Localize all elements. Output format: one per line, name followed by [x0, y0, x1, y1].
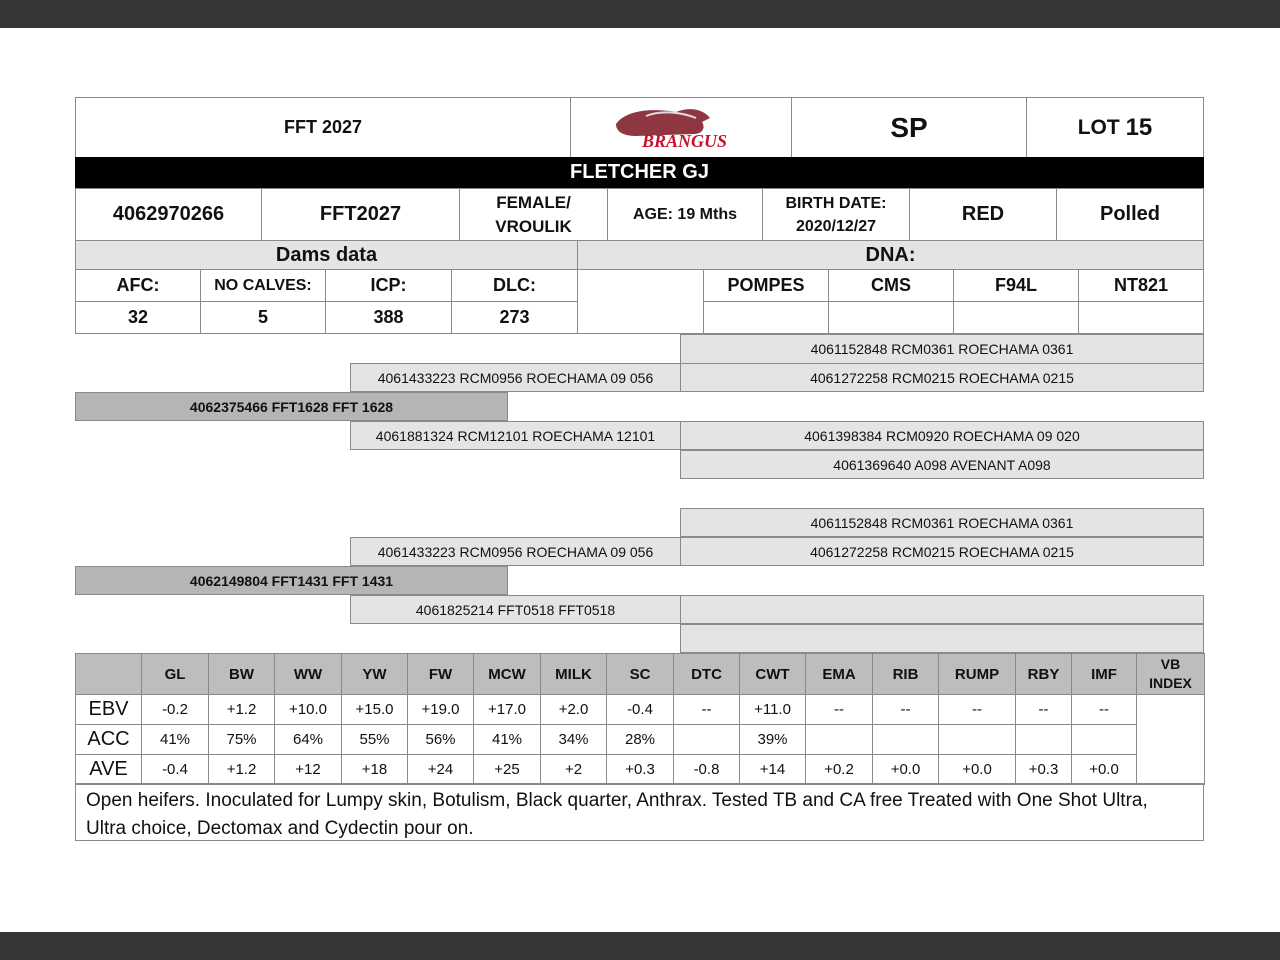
trait-header-ema: EMA: [805, 653, 873, 695]
ped-sire: 4062375466 FFT1628 FFT 1628: [75, 392, 508, 421]
trait-ave-yw: +18: [341, 754, 408, 785]
trait-header-rby: RBY: [1015, 653, 1072, 695]
ped-dam-dam: 4061825214 FFT0518 FFT0518: [350, 595, 681, 624]
trait-ave-rby: +0.3: [1015, 754, 1072, 785]
trait-ave-ww: +12: [274, 754, 342, 785]
trait-header-sc: SC: [606, 653, 674, 695]
dna-value-nt821: [1078, 301, 1204, 334]
dams-value-afc: 32: [75, 301, 201, 334]
sex-line1: FEMALE/: [496, 192, 571, 212]
bull-logo-icon: [606, 104, 756, 152]
trait-header-fw: FW: [407, 653, 474, 695]
ped-sire-dam: 4061881324 RCM12101 ROECHAMA 12101: [350, 421, 681, 450]
trait-header-rump: RUMP: [938, 653, 1016, 695]
trait-acc-ww: 64%: [274, 724, 342, 755]
ped-dam-sire-sire: 4061152848 RCM0361 ROECHAMA 0361: [680, 508, 1204, 537]
trait-ebv-dtc: --: [673, 694, 740, 725]
grade: SP: [791, 97, 1027, 158]
trait-ebv-cwt: +11.0: [739, 694, 806, 725]
dams-label-dlc: DLC:: [451, 269, 578, 302]
trait-header-bw: BW: [208, 653, 275, 695]
traits-corner: [75, 653, 142, 695]
dams-title: Dams data: [75, 240, 578, 270]
trait-ebv-ema: --: [805, 694, 873, 725]
dams-value-dlc: 273: [451, 301, 578, 334]
trait-ebv-imf: --: [1071, 694, 1137, 725]
trait-ebv-sc: -0.4: [606, 694, 674, 725]
dna-value-f94l: [953, 301, 1079, 334]
animal-id: 4062970266: [75, 188, 262, 241]
trait-header-dtc: DTC: [673, 653, 740, 695]
trait-row-label-ebv: EBV: [75, 694, 142, 725]
trait-acc-dtc: [673, 724, 740, 755]
trait-acc-yw: 55%: [341, 724, 408, 755]
trait-header-cwt: CWT: [739, 653, 806, 695]
trait-acc-sc: 28%: [606, 724, 674, 755]
dna-title: DNA:: [577, 240, 1204, 270]
trait-header-mcw: MCW: [473, 653, 541, 695]
trait-acc-bw: 75%: [208, 724, 275, 755]
birth-label: BIRTH DATE:: [785, 194, 887, 212]
ped-dam-sire: 4061433223 RCM0956 ROECHAMA 09 056: [350, 537, 681, 566]
trait-row-label-acc: ACC: [75, 724, 142, 755]
logo-wordmark: BRANGUS: [642, 130, 728, 151]
trait-ebv-fw: +19.0: [407, 694, 474, 725]
trait-ebv-ww: +10.0: [274, 694, 342, 725]
trait-ave-rump: +0.0: [938, 754, 1016, 785]
trait-acc-fw: 56%: [407, 724, 474, 755]
animal-horn: Polled: [1056, 188, 1204, 241]
trait-header-gl: GL: [141, 653, 209, 695]
trait-acc-cwt: 39%: [739, 724, 806, 755]
bottom-frame-bar: [0, 932, 1280, 960]
dams-label-afc: AFC:: [75, 269, 201, 302]
dna-value-pompes: [703, 301, 829, 334]
ped-dam-dam-dam: [680, 624, 1204, 653]
trait-acc-gl: 41%: [141, 724, 209, 755]
dna-label-cms: CMS: [828, 269, 954, 302]
trait-acc-milk: 34%: [540, 724, 607, 755]
trait-ebv-milk: +2.0: [540, 694, 607, 725]
owner-name: FLETCHER GJ: [75, 157, 1204, 188]
ped-sire-dam-sire: 4061398384 RCM0920 ROECHAMA 09 020: [680, 421, 1204, 450]
trait-acc-rib: [872, 724, 939, 755]
trait-ebv-mcw: +17.0: [473, 694, 541, 725]
trait-ave-rib: +0.0: [872, 754, 939, 785]
trait-header-milk: MILK: [540, 653, 607, 695]
trait-header-imf: IMF: [1071, 653, 1137, 695]
trait-ebv-bw: +1.2: [208, 694, 275, 725]
vb-index-line1: VB: [1160, 656, 1181, 672]
ped-sire-sire-dam: 4061272258 RCM0215 ROECHAMA 0215: [680, 363, 1204, 392]
vb-index-line2: INDEX: [1149, 675, 1192, 691]
trait-header-ww: WW: [274, 653, 342, 695]
trait-ebv-rib: --: [872, 694, 939, 725]
ped-dam-sire-dam: 4061272258 RCM0215 ROECHAMA 0215: [680, 537, 1204, 566]
lot-label: LOT: [1077, 115, 1120, 139]
trait-ave-bw: +1.2: [208, 754, 275, 785]
trait-ave-cwt: +14: [739, 754, 806, 785]
dams-label-calves: NO CALVES:: [200, 269, 326, 302]
trait-vb-index-value: [1136, 694, 1205, 785]
trait-ave-sc: +0.3: [606, 754, 674, 785]
lot-number: 15: [1125, 113, 1153, 141]
dna-blank: [577, 269, 704, 334]
dna-value-cms: [828, 301, 954, 334]
trait-ave-dtc: -0.8: [673, 754, 740, 785]
brangus-logo: [570, 97, 792, 158]
dams-value-calves: 5: [200, 301, 326, 334]
trait-acc-mcw: 41%: [473, 724, 541, 755]
animal-tag: FFT2027: [261, 188, 460, 241]
trait-header-yw: YW: [341, 653, 408, 695]
ped-dam-dam-sire: [680, 595, 1204, 624]
trait-ave-mcw: +25: [473, 754, 541, 785]
trait-ave-fw: +24: [407, 754, 474, 785]
dams-value-icp: 388: [325, 301, 452, 334]
dna-label-pompes: POMPES: [703, 269, 829, 302]
trait-acc-ema: [805, 724, 873, 755]
ped-sire-sire: 4061433223 RCM0956 ROECHAMA 09 056: [350, 363, 681, 392]
animal-sex: [459, 188, 608, 241]
trait-ave-ema: +0.2: [805, 754, 873, 785]
trait-header-vb-index: [1136, 653, 1205, 695]
trait-ebv-rby: --: [1015, 694, 1072, 725]
trait-acc-rump: [938, 724, 1016, 755]
trait-acc-imf: [1071, 724, 1137, 755]
trait-ebv-gl: -0.2: [141, 694, 209, 725]
sex-line2: VROULIK: [495, 216, 572, 236]
trait-header-rib: RIB: [872, 653, 939, 695]
lot-box: [1026, 97, 1204, 158]
trait-ebv-rump: --: [938, 694, 1016, 725]
animal-age: AGE: 19 Mths: [607, 188, 763, 241]
ped-dam: 4062149804 FFT1431 FFT 1431: [75, 566, 508, 595]
dna-label-nt821: NT821: [1078, 269, 1204, 302]
trait-row-label-ave: AVE: [75, 754, 142, 785]
notes: Open heifers. Inoculated for Lumpy skin, Botulism, Black quarter, Anthrax. Tested TB and CA free Treated with One Shot Ultra, Ultra choice, Dectomax and Cydectin pour on.: [75, 783, 1204, 841]
trait-ave-milk: +2: [540, 754, 607, 785]
trait-acc-rby: [1015, 724, 1072, 755]
trait-ebv-yw: +15.0: [341, 694, 408, 725]
trait-ave-imf: +0.0: [1071, 754, 1137, 785]
header-code: FFT 2027: [75, 97, 571, 158]
dams-label-icp: ICP:: [325, 269, 452, 302]
ped-sire-dam-dam: 4061369640 A098 AVENANT A098: [680, 450, 1204, 479]
top-frame-bar: [0, 0, 1280, 28]
animal-color: RED: [909, 188, 1057, 241]
dna-label-f94l: F94L: [953, 269, 1079, 302]
ped-sire-sire-sire: 4061152848 RCM0361 ROECHAMA 0361: [680, 334, 1204, 364]
birth-date: 2020/12/27: [795, 217, 877, 235]
trait-ave-gl: -0.4: [141, 754, 209, 785]
birth-date-box: [762, 188, 910, 241]
